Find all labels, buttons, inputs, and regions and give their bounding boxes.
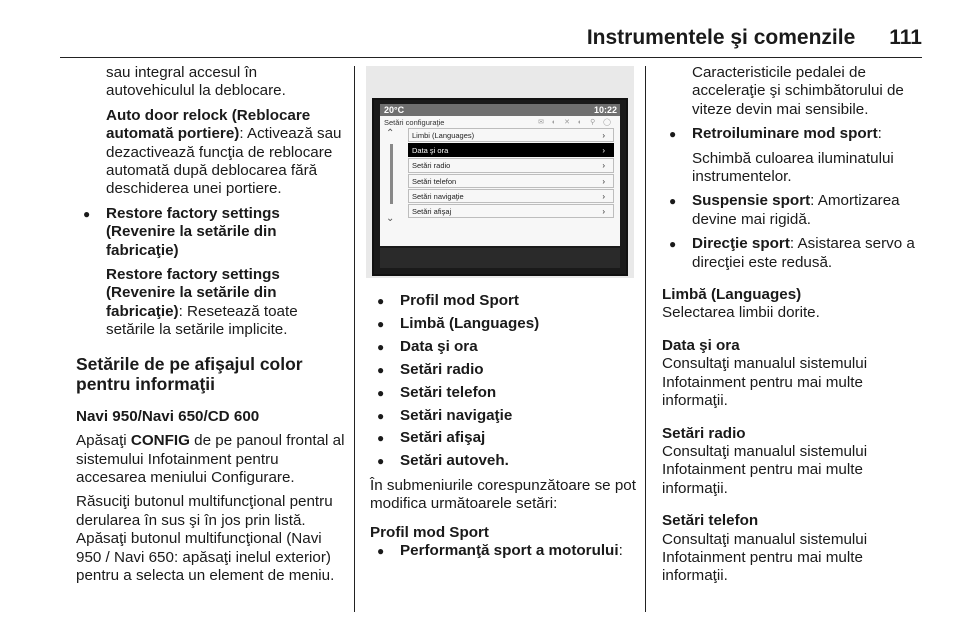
menu-item xyxy=(408,204,614,218)
bullet-text: Setări autoveh. xyxy=(400,452,509,470)
paragraph xyxy=(76,432,346,487)
subheading: Navi 950/Navi 650/CD 600 xyxy=(76,407,260,425)
definition: : Amortizarea devine mai rigidă. xyxy=(692,192,900,228)
menu-bullet-list xyxy=(370,292,638,471)
bullet-text: Direcţie sport xyxy=(692,235,790,253)
paragraph: Consultaţi manualul sistemului Infotainment pentru mai multe informaţii. xyxy=(662,442,868,497)
subheading: Setări radio xyxy=(662,424,746,442)
bullet-text: Setări navigaţie xyxy=(400,406,513,424)
paragraph: Consultaţi manualul sistemului Infotainment pentru mai multe informaţii. xyxy=(662,530,868,585)
bullet-text: Setări radio xyxy=(400,360,484,378)
status-bar xyxy=(380,104,620,116)
bullet-item xyxy=(370,452,638,470)
chapter-title: Instrumentele şi comenzile xyxy=(586,26,856,49)
section-heading: Setările de pe afişajul color pentru informaţii xyxy=(76,353,303,394)
colon: : xyxy=(618,541,623,559)
menu-item-label: Data şi ora xyxy=(412,146,449,156)
term: Restore factory settings (Revenire la setările din fabricaţie) xyxy=(106,266,280,320)
bullet-item xyxy=(370,429,638,447)
infotainment-screen xyxy=(372,98,628,276)
bullet-item xyxy=(370,384,638,402)
screen-footer xyxy=(380,248,620,268)
subheading: Data şi ora xyxy=(662,336,740,354)
column-divider-1 xyxy=(354,66,355,612)
chevron-right-icon: › xyxy=(602,131,605,140)
column-3 xyxy=(662,64,924,586)
menu-item-label: Setări navigaţie xyxy=(412,191,464,201)
chevron-right-icon: › xyxy=(602,176,605,186)
bullet-item xyxy=(370,292,638,310)
bullet-text: Data şi ora xyxy=(400,337,478,355)
paragraph xyxy=(76,107,346,199)
definition: : Activează sau dezactivează funcţia de reblocare automată după deblocarea fără deschiderea unei portiere. xyxy=(106,125,342,198)
paragraph: În submeniurile corespunzătoare se pot modifica următoarele setări: xyxy=(370,476,636,513)
bullet-text: Performanţă sport a motorului xyxy=(400,541,619,559)
bullet-text: Suspensie sport xyxy=(692,192,811,210)
menu-item-label: Setări afişaj xyxy=(412,206,452,216)
menu-item xyxy=(408,189,614,203)
text: Apăsaţi xyxy=(76,432,131,450)
temperature: 20°C xyxy=(384,105,405,115)
definition: : Resetează toate setările la setările implicite. xyxy=(106,302,298,339)
bullet-item xyxy=(662,125,924,143)
bullet-item xyxy=(370,338,638,356)
bullet-text: Setări telefon xyxy=(400,383,497,401)
bullet-item xyxy=(370,361,638,379)
page-header xyxy=(587,26,922,50)
paragraph: sau integral accesul în autovehiculul la deblocare. xyxy=(106,64,286,100)
bullet-item xyxy=(370,407,638,425)
bullet-item xyxy=(370,542,638,560)
chevron-up-icon: ⌃ xyxy=(386,128,395,139)
bullet-text: Retroiluminare mod sport xyxy=(692,125,878,143)
bullet-text: Restore factory settings (Revenire la setările din fabricaţie) xyxy=(106,204,280,259)
chevron-right-icon: › xyxy=(602,206,605,216)
subheading: Profil mod Sport xyxy=(370,523,489,541)
subheading: Limbă (Languages) xyxy=(662,286,802,304)
menu-item xyxy=(408,174,614,188)
paragraph: Răsuciţi butonul multifuncţional pentru derularea în sus şi în jos prin listă. Apăsaţi butonul multifuncţional (Navi 950 / Navi 650: apăsaţi inelul exterior) pentru a selecta un element de meniu. xyxy=(76,493,335,584)
display-screenshot xyxy=(366,66,634,278)
text: de pe panoul frontal al sistemului Infotainment pentru accesarea meniului Configurare. xyxy=(76,432,345,486)
column-divider-2 xyxy=(645,66,646,612)
bullet-text: Setări afişaj xyxy=(400,429,486,447)
bullet-item xyxy=(370,315,638,333)
chevron-right-icon: › xyxy=(602,191,605,201)
menu-item xyxy=(408,158,614,172)
menu-item-label: Setări radio xyxy=(412,161,451,171)
term: Auto door relock (Reblocare automată portiere) xyxy=(106,106,311,143)
header-rule xyxy=(60,57,922,58)
bullet-item xyxy=(76,205,346,260)
menu-list xyxy=(408,128,614,219)
scrollbar xyxy=(390,144,393,204)
paragraph: Consultaţi manualul sistemului Infotainment pentru mai multe informaţii. xyxy=(662,355,868,410)
paragraph: Caracteristicile pedalei de acceleraţie şi schimbătorului de viteze devin mai sensibile. xyxy=(692,64,904,118)
column-2 xyxy=(370,292,638,560)
page-number: 111 xyxy=(889,26,922,49)
chevron-down-icon: ⌄ xyxy=(386,213,395,224)
menu-title: Setări configuraţie xyxy=(384,118,445,127)
subheading: Setări telefon xyxy=(662,512,759,530)
bullet-text: Limbă (Languages) xyxy=(400,314,540,332)
menu-item-label: Setări telefon xyxy=(412,176,457,186)
column-1 xyxy=(76,64,346,585)
clock: 10:22 xyxy=(594,105,618,115)
chevron-right-icon: › xyxy=(602,161,605,171)
menu-item xyxy=(408,143,614,157)
menu-item xyxy=(408,128,614,142)
chevron-right-icon: › xyxy=(602,146,605,156)
paragraph: Schimbă culoarea iluminatului instrumentelor. xyxy=(692,149,894,186)
colon: : xyxy=(877,125,882,143)
paragraph: Selectarea limbii dorite. xyxy=(662,304,820,322)
config-key: CONFIG xyxy=(130,432,190,450)
bullet-text: Profil mod Sport xyxy=(400,292,519,309)
scroll-nav xyxy=(386,128,396,224)
status-icons: ✉ ◐ ✕ ◐ ⚲ ◯ xyxy=(538,119,614,126)
definition: : Asistarea servo a direcţiei este redusă. xyxy=(692,235,915,271)
settings-menu xyxy=(380,116,620,246)
bullet-item xyxy=(662,192,924,229)
menu-item-label: Limbi (Languages) xyxy=(412,131,475,140)
paragraph xyxy=(76,266,346,340)
bullet-item xyxy=(662,235,924,272)
